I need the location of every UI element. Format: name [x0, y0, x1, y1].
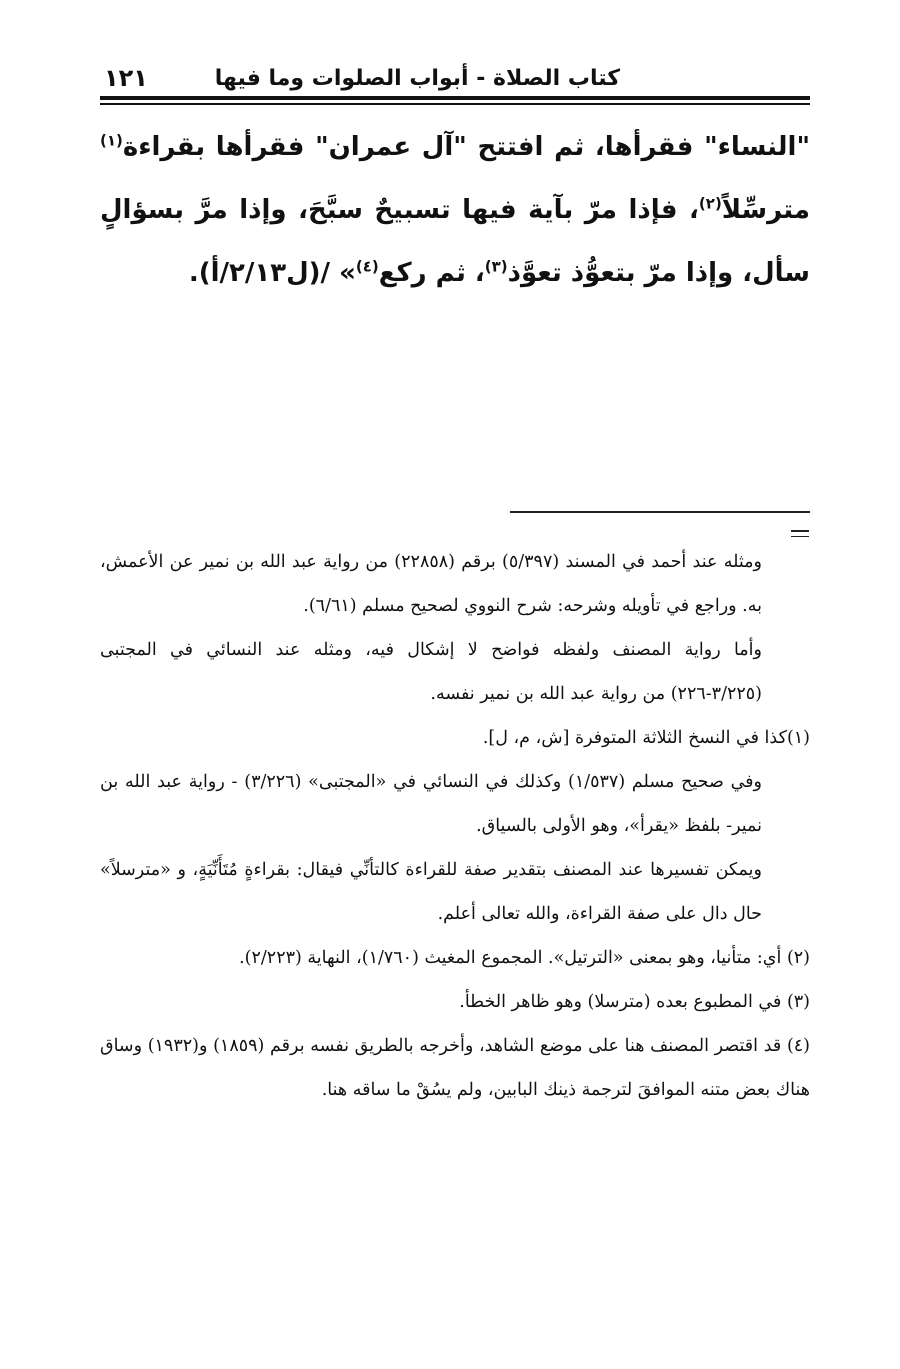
footnote-3: [100, 980, 810, 1024]
footnote-text: أي: متأنيا، وهو بمعنى «الترتيل». المجموع المغيث (١/٧٦٠)، النهاية (٢/٢٢٣).: [239, 948, 782, 968]
main-text-segment: » /(ل٢/١٣/أ).: [188, 258, 356, 288]
footnote-text: في المطبوع بعده (مترسلا) وهو ظاهر الخطأ.: [459, 992, 782, 1012]
footnote-separator: [510, 511, 810, 513]
footnote-number: (٤): [786, 1036, 810, 1056]
footnote-1: [100, 716, 810, 760]
footnote-1-paragraph: وفي صحيح مسلم (١/٥٣٧) وكذلك في النسائي في «المجتبى» (٣/٢٢٦) - رواية عبد الله بن نمير- بلفظ «يقرأ»، وهو الأولى بالسياق.: [100, 772, 762, 836]
footnote-text: كذا في النسخ الثلاثة المتوفرة [ش، م، ل].: [482, 728, 787, 748]
footnote-ref-3: (٣): [484, 257, 508, 276]
header-title: كتاب الصلاة - أبواب الصلوات وما فيها: [214, 66, 620, 91]
running-header: [100, 60, 810, 100]
header-rule-thin: [100, 103, 810, 105]
main-paragraph: [100, 116, 810, 305]
footnote-number: (٣): [786, 992, 810, 1012]
footnote-ref-2: (٢): [698, 194, 722, 213]
main-text-segment: "النساء" فقرأها، ثم افتتح "آل عمران" فقرأها بقراءة: [122, 132, 810, 162]
footnote-continued-text: ومثله عند أحمد في المسند (٥/٣٩٧) برقم (٢٢٨٥٨) من رواية عبد الله بن نمير عن الأعمش، به. وراجع في تأويله وشرحه: شرح النووي لصحيح مسلم (٦/٦١).: [100, 552, 762, 616]
footnote-text: قد اقتصر المصنف هنا على موضع الشاهد، وأخرجه بالطريق نفسه برقم (١٨٥٩) و(١٩٣٢) وساق هناك بعض متنه الموافقَ لترجمة ذينك البابين، ولم يسُقْ ما ساقه هنا.: [100, 1036, 810, 1100]
page-number: ١٢١: [104, 64, 148, 92]
footnote-4: [100, 1024, 810, 1112]
main-text-segment: مترسِّلاً: [721, 195, 810, 225]
footnote-ref-4: (٤): [355, 257, 379, 276]
header-rule-thick: [100, 96, 810, 100]
main-text: [100, 116, 810, 305]
footnotes: [100, 540, 810, 1112]
footnote-ref-1: (١): [100, 131, 123, 150]
footnote-continued-text: وأما رواية المصنف ولفظه فواضح لا إشكال فيه، ومثله عند النسائي في المجتبى (٣/٢٢٥-٢٢٦) من رواية عبد الله بن نمير نفسه.: [100, 640, 762, 704]
footnote-number: (٢): [786, 948, 810, 968]
footnote-2: [100, 936, 810, 980]
main-text-segment: ، فإذا مرّ بآية فيها تسبيحٌ سبَّحَ، وإذا مرَّ بسؤالٍ سأل، وإذا مرّ بتعوُّذ تعوَّذ: [100, 195, 810, 288]
footnote-number: (١): [786, 728, 810, 748]
footnote-1-paragraph: ويمكن تفسيرها عند المصنف بتقدير صفة للقراءة كالتأنِّي فيقال: بقراءةٍ مُتَأَنِّيَةٍ، و «مترسلاً» حال دال على صفة القراءة، والله تعالى أعلم.: [100, 860, 762, 924]
main-text-segment: ، ثم ركع: [378, 258, 485, 288]
